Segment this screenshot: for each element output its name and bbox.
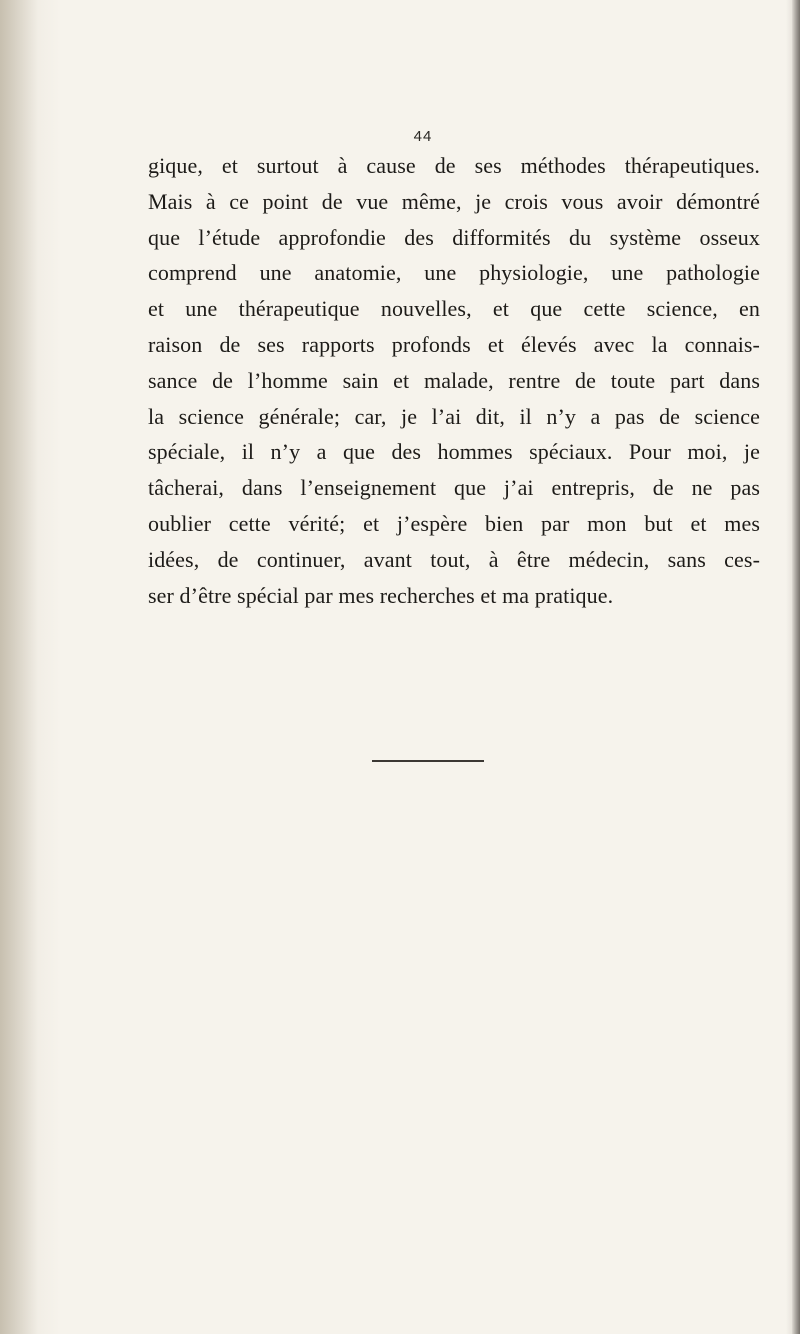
text-line: raison de ses rapports profonds et élevés avec la connais- [148,331,760,357]
body-text [148,148,760,613]
text-line: sance de l’homme sain et malade, rentre de toute part dans [148,367,760,393]
text-line: la science générale; car, je l’ai dit, il n’y a pas de science [148,403,760,429]
text-line: que l’étude approfondie des difformités du système osseux [148,224,760,250]
text-line: oublier cette vérité; et j’espère bien par mon but et mes [148,510,760,536]
page-edge-shadow [792,0,800,1334]
binding-shadow [0,0,38,1334]
text-line: comprend une anatomie, une physiologie, une pathologie [148,260,760,286]
text-line: idées, de continuer, avant tout, à être médecin, sans ces- [148,546,760,572]
page-number: 44 [413,128,433,145]
section-divider [372,760,484,762]
text-line: Mais à ce point de vue même, je crois vous avoir démontré [148,188,760,214]
text-line: et une thérapeutique nouvelles, et que cette science, en [148,296,760,322]
text-line: gique, et surtout à cause de ses méthodes thérapeutiques. [148,153,760,178]
text-line: ser d’être spécial par mes recherches et ma pratique. [148,582,614,608]
text-line: spéciale, il n’y a que des hommes spéciaux. Pour moi, je [148,439,760,465]
text-line: tâcherai, dans l’enseignement que j’ai entrepris, de ne pas [148,475,760,501]
